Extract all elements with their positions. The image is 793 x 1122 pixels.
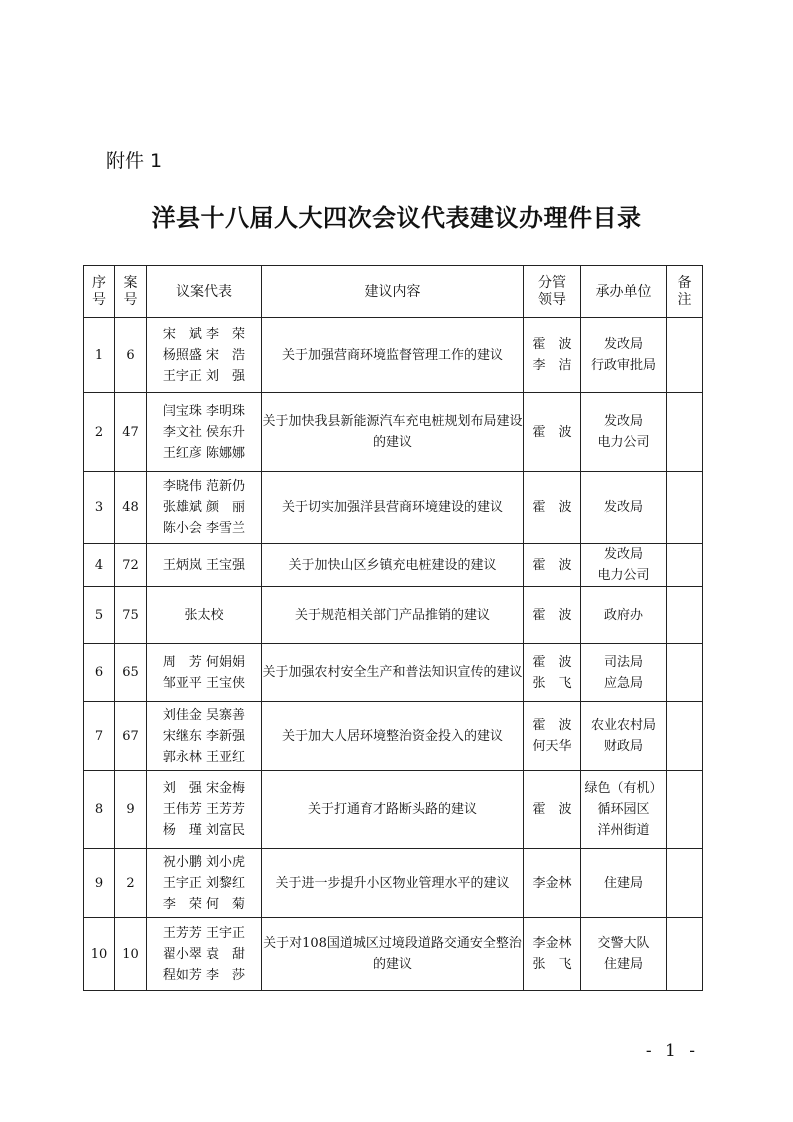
header-reps: 议案代表 [147,266,262,318]
unit-line: 循环园区 [597,802,650,817]
cell-case-no: 65 [115,644,147,702]
header-seq: 序 号 [84,266,115,318]
cell-case-no: 67 [115,702,147,771]
cell-units [581,587,667,644]
unit-line: 交警大队 [597,936,650,951]
cell-seq: 5 [84,587,115,644]
cell-leaders [524,318,581,393]
table-row [84,918,703,991]
cell-leaders [524,393,581,472]
cell-remarks [667,318,703,393]
cell-reps [147,702,262,771]
leader-line: 张 飞 [532,957,572,972]
representative-line: 刘佳金 吴寨善 [162,707,246,723]
representative-line: 周 芳 何娟娟 [162,654,246,670]
cell-reps [147,587,262,644]
cell-leaders [524,849,581,918]
cell-remarks [667,472,703,544]
cell-content: 关于加强农村安全生产和普法知识宣传的建议 [262,644,524,702]
representative-line: 闫宝珠 李明珠 [162,403,246,419]
cell-leaders [524,644,581,702]
cell-seq: 9 [84,849,115,918]
cell-content: 关于打通育才路断头路的建议 [262,771,524,849]
unit-line: 财政局 [603,739,643,754]
leader-line: 李金林 [532,875,572,891]
cell-remarks [667,544,703,587]
table-row [84,393,703,472]
cell-content: 关于规范相关部门产品推销的建议 [262,587,524,644]
unit-line: 电力公司 [597,568,650,583]
representative-line: 刘 强 宋金梅 [162,781,246,796]
suggestion-catalog-table [83,265,703,991]
table-row [84,771,703,849]
cell-units [581,771,667,849]
cell-leaders [524,702,581,771]
cell-reps [147,644,262,702]
cell-leaders [524,918,581,991]
representative-line: 翟小翠 袁 甜 [162,946,246,962]
unit-line: 行政审批局 [590,358,656,373]
page-number: - 1 - [645,1041,699,1061]
header-content: 建议内容 [262,266,524,318]
cell-case-no: 48 [115,472,147,544]
leader-line: 李 洁 [532,358,572,373]
leader-line: 霍 波 [532,557,572,573]
cell-seq: 7 [84,702,115,771]
representative-line: 王炳岚 王宝强 [162,557,246,573]
cell-case-no: 9 [115,771,147,849]
header-remarks: 备 注 [667,266,703,318]
representative-line: 杨照盛 宋 浩 [162,347,246,363]
cell-remarks [667,393,703,472]
table-header-row [84,266,703,318]
representative-line: 祝小鹏 刘小虎 [162,854,246,870]
leader-line: 霍 波 [532,802,572,817]
representative-line: 王宇正 刘黎红 [162,875,246,891]
representative-line: 王宇正 刘 强 [162,368,246,384]
cell-seq: 1 [84,318,115,393]
cell-reps [147,544,262,587]
cell-leaders [524,771,581,849]
cell-seq: 10 [84,918,115,991]
cell-units [581,393,667,472]
table-row [84,587,703,644]
leader-line: 霍 波 [532,654,572,670]
leader-line: 何天华 [532,739,572,754]
cell-seq: 4 [84,544,115,587]
cell-seq: 6 [84,644,115,702]
table-row [84,644,703,702]
cell-units [581,702,667,771]
representative-line: 李晓伟 范新仍 [162,479,246,494]
leader-line: 霍 波 [532,718,572,733]
table-row [84,544,703,587]
leader-line: 李金林 [532,936,572,951]
representative-line: 郭永林 王亚红 [162,749,246,765]
cell-case-no: 10 [115,918,147,991]
unit-line: 政府办 [603,607,643,623]
representative-line: 程如芳 李 莎 [162,967,246,983]
cell-reps [147,472,262,544]
cell-remarks [667,771,703,849]
cell-case-no: 72 [115,544,147,587]
representative-line: 张太校 [184,607,224,623]
attachment-label: 附件 1 [106,150,163,172]
table-row [84,702,703,771]
unit-line: 电力公司 [597,435,650,450]
unit-line: 洋州街道 [597,823,650,838]
cell-remarks [667,644,703,702]
cell-seq: 2 [84,393,115,472]
cell-remarks [667,587,703,644]
table-row [84,318,703,393]
cell-leaders [524,544,581,587]
cell-content: 关于切实加强洋县营商环境建设的建议 [262,472,524,544]
leader-line: 张 飞 [532,675,572,691]
unit-line: 发改局 [603,414,643,429]
representative-line: 邹亚平 王宝侠 [162,675,246,691]
representative-line: 张雄斌 颜 丽 [162,500,246,515]
representative-line: 李 荣 何 菊 [162,896,246,912]
table-row [84,472,703,544]
unit-line: 发改局 [603,500,643,515]
cell-units [581,849,667,918]
header-units: 承办单位 [581,266,667,318]
cell-seq: 3 [84,472,115,544]
cell-content: 关于对108国道城区过境段道路交通安全整治的建议 [262,918,524,991]
cell-leaders [524,587,581,644]
cell-leaders [524,472,581,544]
cell-units [581,318,667,393]
cell-case-no: 47 [115,393,147,472]
cell-content: 关于加强营商环境监督管理工作的建议 [262,318,524,393]
cell-units [581,644,667,702]
cell-reps [147,918,262,991]
cell-case-no: 75 [115,587,147,644]
cell-reps [147,849,262,918]
representative-line: 王红彦 陈娜娜 [162,445,246,461]
unit-line: 绿色（有机） [584,781,663,796]
unit-line: 应急局 [603,675,643,691]
cell-case-no: 2 [115,849,147,918]
unit-line: 发改局 [603,547,643,562]
cell-reps [147,771,262,849]
header-leaders: 分管 领导 [524,266,581,318]
unit-line: 司法局 [603,654,643,670]
document-title: 洋县十八届人大四次会议代表建议办理件目录 [151,204,642,232]
leader-line: 霍 波 [532,500,572,515]
cell-remarks [667,849,703,918]
representative-line: 王伟芳 王芳芳 [162,802,246,817]
cell-units [581,544,667,587]
unit-line: 农业农村局 [590,718,656,733]
leader-line: 霍 波 [532,337,572,352]
cell-seq: 8 [84,771,115,849]
representative-line: 杨 瑾 刘富民 [162,823,246,838]
table-row [84,849,703,918]
cell-remarks [667,702,703,771]
cell-remarks [667,918,703,991]
cell-content: 关于加大人居环境整治资金投入的建议 [262,702,524,771]
unit-line: 住建局 [603,875,643,891]
cell-units [581,472,667,544]
leader-line: 霍 波 [532,607,572,623]
representative-line: 宋 斌 李 荣 [162,326,246,342]
representative-line: 宋继东 李新强 [162,728,246,744]
unit-line: 发改局 [603,337,643,352]
header-case-no: 案 号 [115,266,147,318]
unit-line: 住建局 [603,957,643,972]
cell-content: 关于加快山区乡镇充电桩建设的建议 [262,544,524,587]
representative-line: 陈小会 李雪兰 [162,521,246,536]
cell-reps [147,393,262,472]
representative-line: 王芳芳 王宇正 [162,925,246,941]
cell-units [581,918,667,991]
cell-case-no: 6 [115,318,147,393]
cell-content: 关于加快我县新能源汽车充电桩规划布局建设的建议 [262,393,524,472]
leader-line: 霍 波 [532,424,572,440]
cell-reps [147,318,262,393]
cell-content: 关于进一步提升小区物业管理水平的建议 [262,849,524,918]
representative-line: 李文社 侯东升 [162,424,246,440]
